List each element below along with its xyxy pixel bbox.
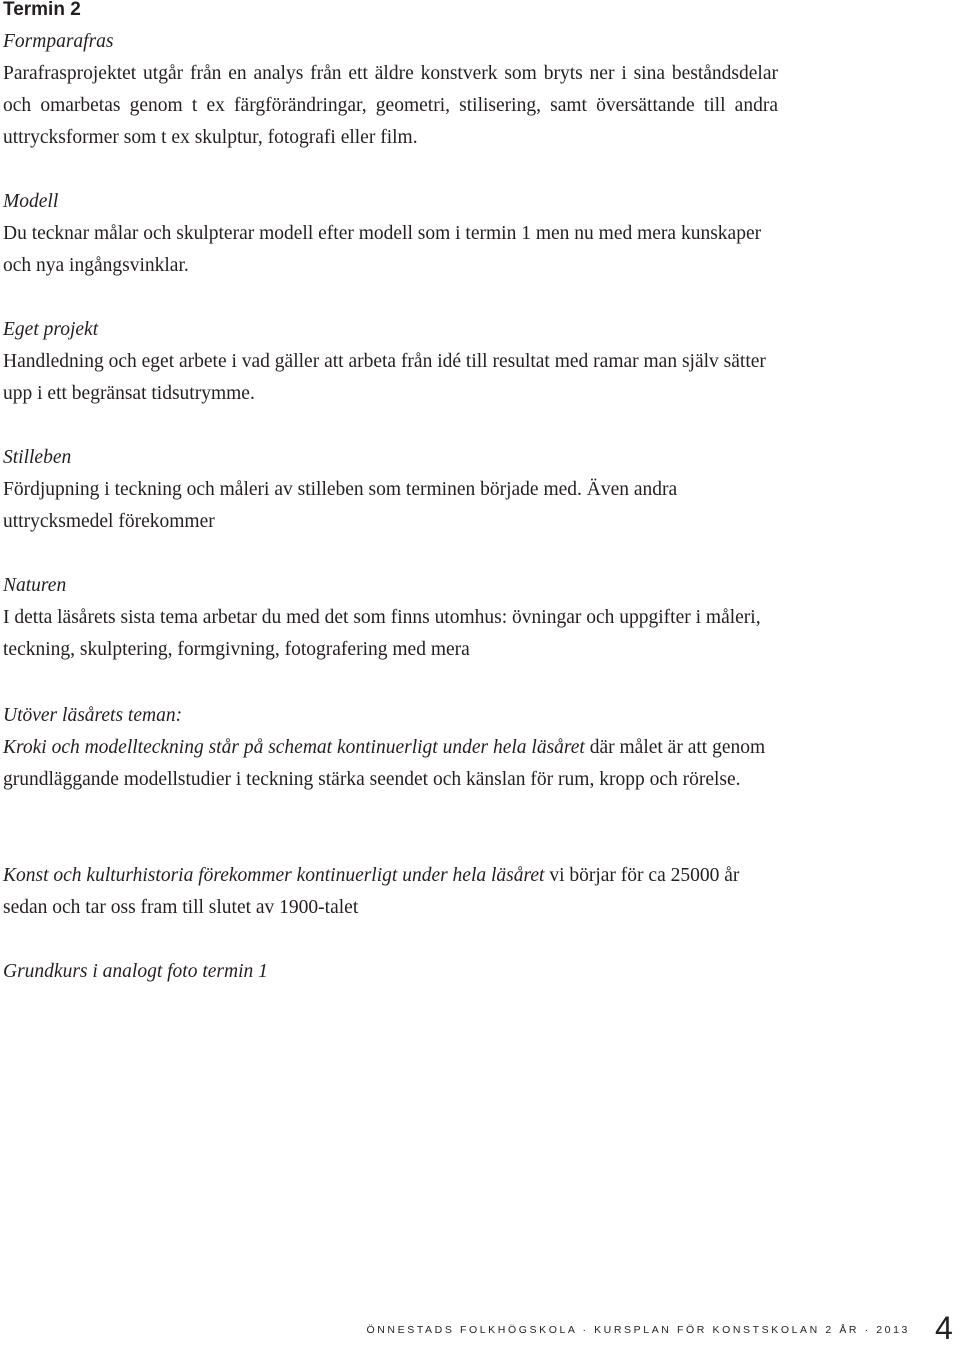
section-body: Du tecknar målar och skulpterar modell efter modell som i termin 1 men nu med mera kunskaper och nya ingångsvinklar.: [3, 223, 762, 276]
kroki-emphasis: Kroki och modellteckning står på schemat kontinuerligt under hela läsåret: [3, 737, 585, 758]
section-naturen: [3, 570, 778, 666]
section-heading: Naturen: [3, 575, 67, 596]
section-heading: Formparafras: [3, 31, 114, 52]
section-heading: Grundkurs i analogt foto termin 1: [3, 961, 268, 982]
section-utover: [3, 700, 778, 796]
kroki-rest: där målet är att genom grundläggande modellstudier i teckning stärka seendet och känslan för rum, kropp och rörelse.: [3, 737, 766, 790]
section-heading: Eget projekt: [3, 319, 99, 340]
page-title: Termin 2: [3, 0, 81, 20]
section-eget-projekt: [3, 314, 778, 410]
section-heading: Stilleben: [3, 447, 72, 468]
section-grundkurs: [3, 956, 778, 988]
section-body: Handledning och eget arbete i vad gäller att arbeta från idé till resultat med ramar man själv sätter upp i ett begränsat tidsutrymme.: [3, 351, 766, 404]
section-body: [3, 732, 778, 796]
section-formparafras: [3, 26, 778, 154]
section-body: Parafrasprojektet utgår från en analys från ett äldre konstverk som bryts ner i sina beståndsdelar och omarbetas genom t ex färgförändringar, geometri, stilisering, samt översättande till andra uttrycksformer som t ex skulptur, fotografi eller film.: [3, 63, 778, 148]
section-body: Fördjupning i teckning och måleri av stilleben som terminen började med. Även andra uttrycksmedel förekommer: [3, 479, 678, 532]
konst-emphasis: Konst och kulturhistoria förekommer kontinuerligt under hela läsåret: [3, 865, 545, 886]
page-number: 4: [935, 1310, 953, 1346]
section-body: [3, 860, 778, 924]
section-konst: [3, 860, 778, 924]
konst-rest: vi börjar för ca 25000 år sedan och tar oss fram till slutet av 1900-talet: [3, 865, 740, 918]
section-heading: Modell: [3, 191, 59, 212]
section-stilleben: [3, 442, 778, 538]
section-heading: Utöver läsårets teman:: [3, 705, 183, 726]
footer-text: ÖNNESTADS FOLKHÖGSKOLA · KURSPLAN FÖR KONSTSKOLAN 2 ÅR · 2013: [366, 1324, 910, 1336]
section-body: I detta läsårets sista tema arbetar du med det som finns utomhus: övningar och uppgifter i måleri, teckning, skulptering, formgivning, fotografering med mera: [3, 607, 761, 660]
section-modell: [3, 186, 778, 282]
